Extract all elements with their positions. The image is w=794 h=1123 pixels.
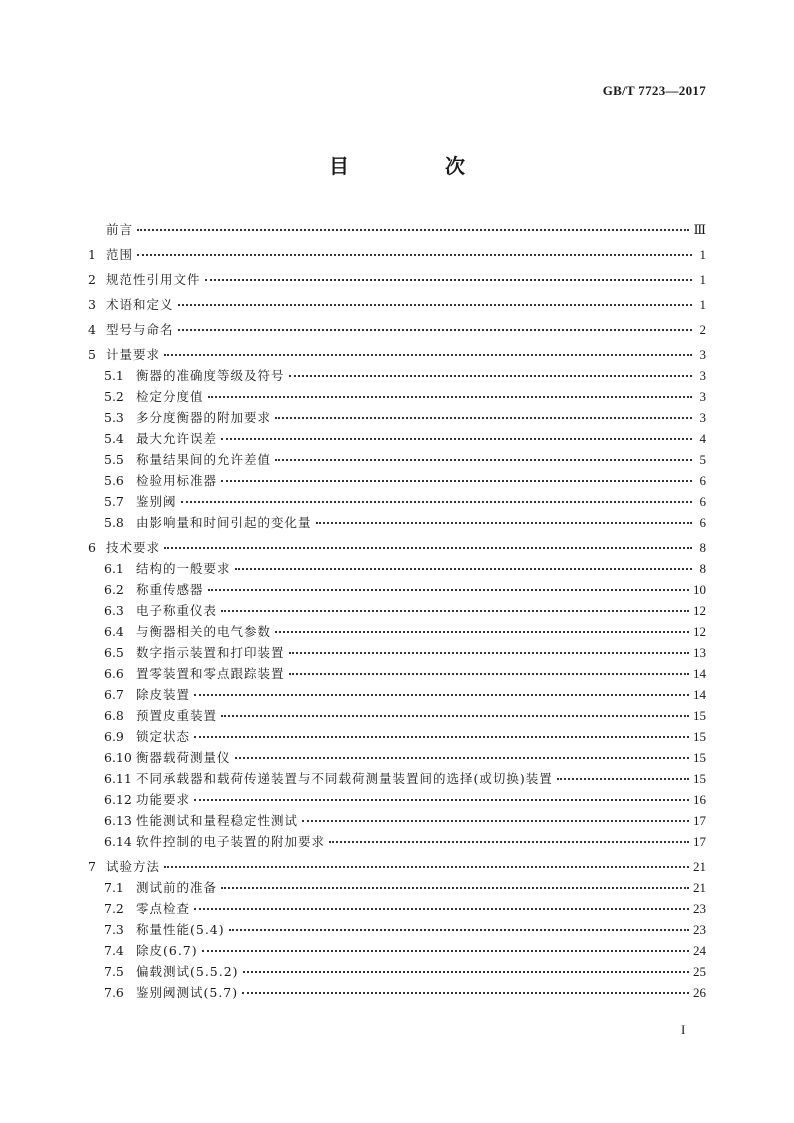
dot-leader xyxy=(289,673,689,675)
toc-entry-label: 电子称重仪表 xyxy=(136,603,218,618)
toc-entry-page: 13 xyxy=(693,645,706,660)
toc-entry-page: 6 xyxy=(699,515,706,530)
toc-entry[interactable] xyxy=(88,219,706,240)
toc-entry-label: 性能测试和量程稳定性测试 xyxy=(136,813,299,828)
dot-leader xyxy=(221,715,689,717)
toc-entry-page: 15 xyxy=(693,750,706,765)
dot-leader xyxy=(235,757,689,759)
toc-entry-page: 3 xyxy=(699,410,706,425)
toc-entry-number: 6.5 xyxy=(104,645,124,660)
toc-entry-number: 6 xyxy=(88,540,96,555)
toc-entry[interactable] xyxy=(88,642,706,663)
toc-entry-number: 7.5 xyxy=(104,964,124,979)
toc-entry[interactable] xyxy=(88,386,706,407)
toc-entry-number: 3 xyxy=(88,297,96,312)
dot-leader xyxy=(202,950,689,952)
toc-entry-label: 最大允许误差 xyxy=(136,431,218,446)
toc-entry[interactable] xyxy=(88,940,706,961)
toc-entry-page: 21 xyxy=(693,859,706,874)
toc-entry-label: 前言 xyxy=(106,222,134,237)
toc-entry-page: 10 xyxy=(693,582,706,597)
toc-entry-page: 12 xyxy=(693,603,706,618)
toc-entry[interactable] xyxy=(88,365,706,386)
toc-entry-page: 5 xyxy=(699,452,706,467)
toc-entry[interactable] xyxy=(88,919,706,940)
toc-entry-label: 型号与命名 xyxy=(106,322,174,337)
toc-entry-label: 锁定状态 xyxy=(136,729,191,744)
toc-entry-number: 5.7 xyxy=(104,494,124,509)
dot-leader xyxy=(181,501,692,503)
toc-entry-page: 3 xyxy=(699,389,706,404)
toc-entry-number: 6.14 xyxy=(104,834,132,849)
dot-leader xyxy=(164,547,692,549)
toc-entry[interactable] xyxy=(88,726,706,747)
dot-leader xyxy=(221,887,689,889)
toc-entry-label: 技术要求 xyxy=(106,540,161,555)
toc-entry[interactable] xyxy=(88,684,706,705)
toc-entry-page: 14 xyxy=(693,687,706,702)
dot-leader xyxy=(208,589,689,591)
toc-entry-page: 16 xyxy=(693,792,706,807)
toc-entry-label: 不同承载器和载荷传递装置与不同载荷测量装置间的选择(或切换)装置 xyxy=(136,771,553,786)
toc-entry-number: 6.2 xyxy=(104,582,124,597)
toc-entry[interactable] xyxy=(88,579,706,600)
dot-leader xyxy=(178,304,692,306)
toc-entry-label: 由影响量和时间引起的变化量 xyxy=(136,515,312,530)
toc-entry-number: 1 xyxy=(88,247,96,262)
dot-leader xyxy=(178,329,692,331)
toc-entry-page: 24 xyxy=(693,943,706,958)
toc-entry[interactable] xyxy=(88,663,706,684)
toc-entry-label: 功能要求 xyxy=(136,792,191,807)
toc-entry-page: 17 xyxy=(693,813,706,828)
dot-leader xyxy=(229,929,689,931)
toc-entry[interactable] xyxy=(88,789,706,810)
standard-code: GB/T 7723—2017 xyxy=(602,83,706,98)
toc-entry-page: 15 xyxy=(693,708,706,723)
toc-entry-label: 规范性引用文件 xyxy=(106,272,201,287)
toc-entry-number: 6.12 xyxy=(104,792,132,807)
toc-entry-page: 1 xyxy=(699,297,706,312)
toc-entry-number: 5 xyxy=(88,347,96,362)
toc-entry[interactable] xyxy=(88,537,706,558)
toc-entry[interactable] xyxy=(88,705,706,726)
toc-entry-label: 鉴别阈 xyxy=(136,494,177,509)
dot-leader xyxy=(557,778,689,780)
dot-leader xyxy=(164,354,692,356)
toc-entry[interactable] xyxy=(88,491,706,512)
dot-leader xyxy=(164,866,689,868)
toc-entry-number: 6.9 xyxy=(104,729,124,744)
toc-entry-number: 6.13 xyxy=(104,813,132,828)
toc-entry-label: 测试前的准备 xyxy=(136,880,218,895)
toc-entry-page: 4 xyxy=(699,431,706,446)
toc-entry-page: 15 xyxy=(693,771,706,786)
toc-entry-page: 1 xyxy=(699,247,706,262)
toc-entry[interactable] xyxy=(88,449,706,470)
toc-entry-page: 25 xyxy=(693,964,706,979)
page-number: I xyxy=(681,1022,686,1037)
toc-entry[interactable] xyxy=(88,344,706,365)
toc-entry-label: 鉴别阈测试(5.7) xyxy=(136,985,239,1000)
toc-entry-label: 衡器载荷测量仪 xyxy=(136,750,231,765)
toc-entry-page: 14 xyxy=(693,666,706,681)
toc-entry-number: 6.3 xyxy=(104,603,124,618)
dot-leader xyxy=(205,279,692,281)
toc-entry-label: 零点检查 xyxy=(136,901,191,916)
toc-entry[interactable] xyxy=(88,856,706,877)
toc-entry-number: 7 xyxy=(88,859,96,874)
toc-entry-page: 3 xyxy=(699,347,706,362)
dot-leader xyxy=(289,652,689,654)
toc-entry-label: 称重传感器 xyxy=(136,582,204,597)
toc-entry-page: 12 xyxy=(693,624,706,639)
toc-entry[interactable] xyxy=(88,810,706,831)
toc-entry-page: 6 xyxy=(699,473,706,488)
toc-entry-number: 5.4 xyxy=(104,431,124,446)
toc-entry-page: 3 xyxy=(699,368,706,383)
toc-entry[interactable] xyxy=(88,269,706,290)
toc-entry[interactable] xyxy=(88,747,706,768)
toc-entry-number: 6.1 xyxy=(104,561,124,576)
toc-entry-label: 试验方法 xyxy=(106,859,161,874)
dot-leader xyxy=(289,375,692,377)
toc-entry-page: 23 xyxy=(693,901,706,916)
toc-entry[interactable] xyxy=(88,244,706,265)
toc-entry[interactable] xyxy=(88,898,706,919)
toc-entry-page: 6 xyxy=(699,494,706,509)
toc-entry[interactable] xyxy=(88,294,706,315)
toc-entry-page: 21 xyxy=(693,880,706,895)
dot-leader xyxy=(275,459,692,461)
toc-entry-label: 称量结果间的允许差值 xyxy=(136,452,272,467)
toc-entry-label: 称量性能(5.4) xyxy=(136,922,225,937)
toc-entry-label: 检定分度值 xyxy=(136,389,204,404)
toc-entry-number: 6.4 xyxy=(104,624,124,639)
toc-entry-label: 偏载测试(5.5.2) xyxy=(136,964,239,979)
toc-entry-label: 置零装置和零点跟踪装置 xyxy=(136,666,285,681)
toc-entry-label: 软件控制的电子装置的附加要求 xyxy=(136,834,326,849)
toc-entry-label: 术语和定义 xyxy=(106,297,174,312)
dot-leader xyxy=(221,610,689,612)
toc-entry-page: 1 xyxy=(699,272,706,287)
toc-entry-label: 与衡器相关的电气参数 xyxy=(136,624,272,639)
toc-entry-number: 6.6 xyxy=(104,666,124,681)
dot-leader xyxy=(137,254,692,256)
toc-entry-label: 检验用标准器 xyxy=(136,473,218,488)
dot-leader xyxy=(221,438,692,440)
toc-entry[interactable] xyxy=(88,877,706,898)
toc-entry[interactable] xyxy=(88,428,706,449)
toc-entry-number: 6.10 xyxy=(104,750,132,765)
toc-entry-page: Ⅲ xyxy=(693,222,706,237)
toc-entry[interactable] xyxy=(88,600,706,621)
toc-entry-label: 多分度衡器的附加要求 xyxy=(136,410,272,425)
toc-entry-label: 除皮装置 xyxy=(136,687,191,702)
dot-leader xyxy=(194,736,689,738)
dot-leader xyxy=(275,417,692,419)
table-of-contents xyxy=(88,219,706,1003)
toc-entry-number: 5.5 xyxy=(104,452,124,467)
toc-entry[interactable] xyxy=(88,768,706,789)
toc-entry[interactable] xyxy=(88,470,706,491)
toc-entry-number: 7.1 xyxy=(104,880,124,895)
toc-entry-number: 5.6 xyxy=(104,473,124,488)
toc-entry-number: 5.8 xyxy=(104,515,124,530)
toc-entry[interactable] xyxy=(88,982,706,1003)
dot-leader xyxy=(208,396,692,398)
dot-leader xyxy=(275,631,689,633)
dot-leader xyxy=(137,229,689,231)
toc-entry-number: 7.3 xyxy=(104,922,124,937)
dot-leader xyxy=(194,908,689,910)
toc-entry-label: 结构的一般要求 xyxy=(136,561,231,576)
dot-leader xyxy=(242,992,689,994)
dot-leader xyxy=(194,799,689,801)
toc-entry-number: 6.7 xyxy=(104,687,124,702)
page-title: 目 次 xyxy=(329,154,503,178)
toc-entry[interactable] xyxy=(88,319,706,340)
toc-entry-number: 5.2 xyxy=(104,389,124,404)
dot-leader xyxy=(194,694,689,696)
toc-entry-label: 范围 xyxy=(106,247,134,262)
toc-entry-label: 除皮(6.7) xyxy=(136,943,198,958)
toc-entry-page: 26 xyxy=(693,985,706,1000)
toc-entry-page: 8 xyxy=(699,561,706,576)
toc-entry-number: 7.6 xyxy=(104,985,124,1000)
toc-entry-label: 计量要求 xyxy=(106,347,161,362)
toc-entry-page: 15 xyxy=(693,729,706,744)
toc-entry-number: 5.1 xyxy=(104,368,124,383)
toc-entry-page: 17 xyxy=(693,834,706,849)
toc-entry-label: 预置皮重装置 xyxy=(136,708,218,723)
toc-entry-page: 23 xyxy=(693,922,706,937)
toc-entry[interactable] xyxy=(88,407,706,428)
toc-entry-number: 6.8 xyxy=(104,708,124,723)
toc-entry-label: 衡器的准确度等级及符号 xyxy=(136,368,285,383)
dot-leader xyxy=(316,522,692,524)
toc-entry-number: 7.2 xyxy=(104,901,124,916)
toc-entry-number: 7.4 xyxy=(104,943,124,958)
toc-entry[interactable] xyxy=(88,831,706,852)
toc-entry-page: 8 xyxy=(699,540,706,555)
toc-entry-number: 5.3 xyxy=(104,410,124,425)
toc-entry-number: 6.11 xyxy=(104,771,132,786)
toc-entry-label: 数字指示装置和打印装置 xyxy=(136,645,285,660)
toc-entry[interactable] xyxy=(88,961,706,982)
dot-leader xyxy=(243,971,689,973)
toc-entry-number: 4 xyxy=(88,322,96,337)
dot-leader xyxy=(329,841,689,843)
dot-leader xyxy=(221,480,692,482)
toc-entry[interactable] xyxy=(88,558,706,579)
toc-entry[interactable] xyxy=(88,621,706,642)
toc-entry-number: 2 xyxy=(88,272,96,287)
toc-entry[interactable] xyxy=(88,512,706,533)
toc-entry-page: 2 xyxy=(699,322,706,337)
dot-leader xyxy=(302,820,689,822)
dot-leader xyxy=(235,568,692,570)
